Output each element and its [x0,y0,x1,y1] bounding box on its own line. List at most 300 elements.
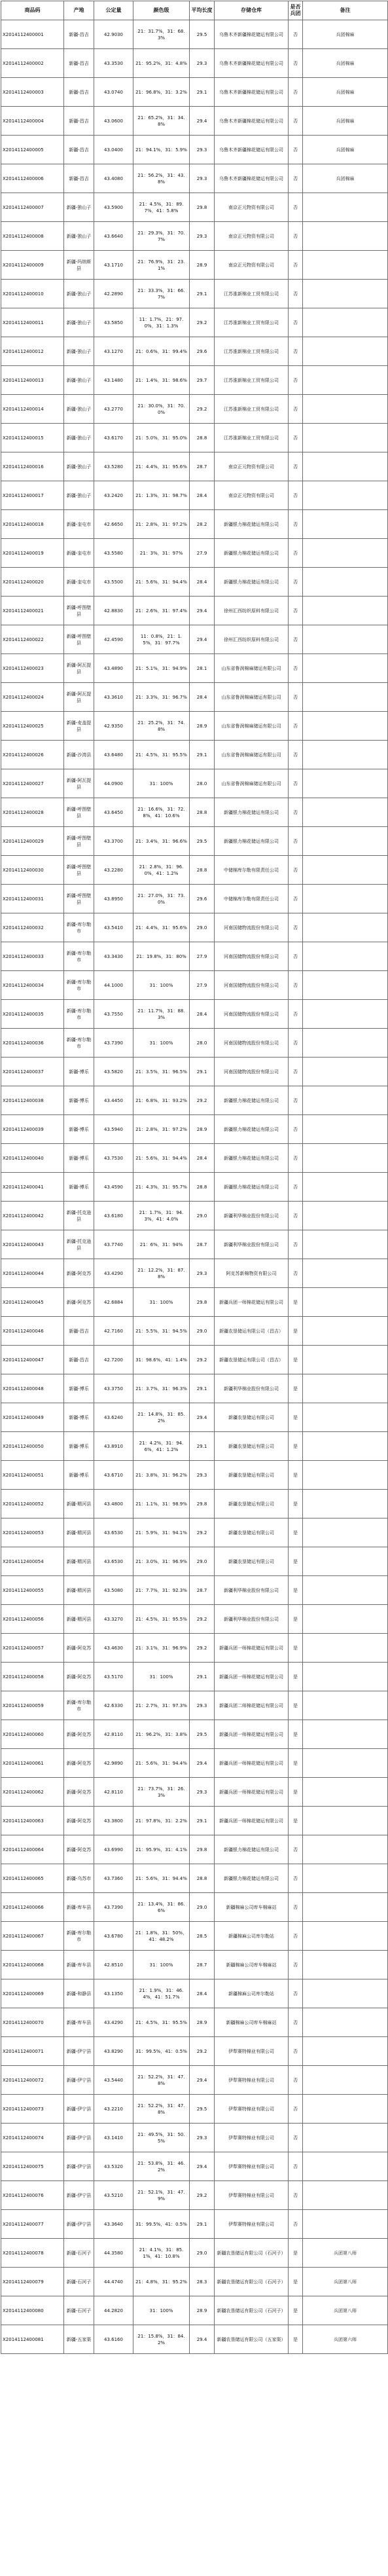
avg-length-cell: 28.8 [190,1173,215,1202]
lot-code-cell: X2014112400017 [1,481,64,510]
color-grade-cell: 21：3.7%，31：96.3% [133,1374,190,1403]
origin-cell: 新疆-伊宁县 [64,2066,94,2095]
warehouse-cell: 新疆农垦储运有限公司 [215,1490,289,1518]
note-cell [303,1346,388,1374]
avg-length-cell: 29.0 [190,2239,215,2268]
weight-cell: 43.6640 [94,222,133,251]
origin-cell: 新疆-库尔勒市 [64,1029,94,1058]
bingtuan-flag-cell: 是 [289,1634,303,1663]
color-grade-cell: 31：100% [133,769,190,798]
origin-cell: 新疆-阿瓦提县 [64,654,94,683]
origin-cell: 新疆-独山子 [64,452,94,481]
avg-length-cell: 29.2 [190,2181,215,2210]
weight-cell: 43.7740 [94,1230,133,1259]
weight-cell: 43.7390 [94,1893,133,1922]
origin-cell: 新疆-博乐 [64,1086,94,1115]
origin-cell: 新疆-库尔勒市 [64,942,94,971]
origin-cell: 新疆-麦盖提县 [64,712,94,741]
warehouse-cell: 新疆银力棉花储运有限公司 [215,510,289,539]
warehouse-cell: 山东省鲁润棉麻储运有限公司 [215,654,289,683]
warehouse-cell: 乌鲁木齐新疆棉花储运有限公司 [215,136,289,164]
origin-cell: 新疆-阿瓦提县 [64,683,94,712]
origin-cell: 新疆-昌吉 [64,78,94,107]
warehouse-cell: 新疆兵团一师棉花储运有限公司 [215,1749,289,1778]
avg-length-cell: 29.5 [190,1720,215,1749]
table-row [1,942,388,971]
bingtuan-flag-cell: 否 [289,625,303,654]
avg-length-cell: 28.8 [190,1864,215,1893]
color-grade-header: 颜色级 [133,1,190,20]
bingtuan-flag-cell: 否 [289,1202,303,1230]
color-grade-cell: 21：5.6%，31：94.4% [133,568,190,597]
color-grade-cell: 21：4.5%，31：95.5% [133,741,190,769]
warehouse-cell: 新疆兵团一师棉花储运有限公司 [215,1288,289,1317]
color-grade-cell: 21：3.0%，31：96.9% [133,1547,190,1576]
lot-code-cell: X2014112400056 [1,1605,64,1634]
lot-code-cell: X2014112400042 [1,1202,64,1230]
table-row [1,1691,388,1720]
bingtuan-flag-cell: 否 [289,741,303,769]
note-cell [303,683,388,712]
avg-length-cell: 29.1 [190,1432,215,1461]
weight-cell: 42.6330 [94,1691,133,1720]
color-grade-cell: 21：5.9%，31：94.1% [133,1518,190,1547]
note-cell [303,1490,388,1518]
warehouse-cell: 江苏淮新棉业工贸有限公司 [215,337,289,366]
color-grade-cell: 21：65.2%，31：34.8% [133,107,190,136]
note-cell [303,1922,388,1951]
weight-cell: 43.5940 [94,1115,133,1144]
color-grade-cell: 21：19.8%，31：80% [133,942,190,971]
weight-cell: 42.7160 [94,1317,133,1346]
color-grade-cell: 21：7.7%，31：92.3% [133,1576,190,1605]
avg-length-cell: 29.6 [190,885,215,913]
origin-cell: 新疆-独山子 [64,280,94,308]
origin-cell: 新疆-沙湾县 [64,741,94,769]
color-grade-cell: 21：95.2%，31：4.8% [133,49,190,78]
weight-cell: 42.8510 [94,1951,133,1979]
table-row [1,1173,388,1202]
warehouse-cell: 新疆银力棉花储运有限公司 [215,1173,289,1202]
bingtuan-flag-cell: 是 [289,2296,303,2325]
note-cell [303,1518,388,1547]
note-cell: 兵团第八师 [303,2268,388,2296]
color-grade-cell: 21：4.5%，31：95.5% [133,1605,190,1634]
lot-code-cell: X2014112400057 [1,1634,64,1663]
weight-cell: 44.4740 [94,2268,133,2296]
color-grade-cell: 21：27.0%，31：73.0% [133,885,190,913]
note-cell [303,1807,388,1835]
lot-code-cell: X2014112400008 [1,222,64,251]
note-cell [303,1951,388,1979]
warehouse-cell: 南京正元物资有限公司 [215,222,289,251]
lot-code-cell: X2014112400062 [1,1778,64,1807]
warehouse-cell: 新疆利华棉业股份有限公司 [215,1230,289,1259]
lot-code-cell: X2014112400028 [1,798,64,827]
color-grade-cell: 21：15.8%，31：84.2% [133,2325,190,2354]
table-row [1,2210,388,2239]
color-grade-cell: 31：100% [133,1951,190,1979]
avg-length-cell: 29.8 [190,1490,215,1518]
table-row [1,539,388,568]
weight-cell: 43.6530 [94,1547,133,1576]
table-row [1,510,388,539]
lot-code-cell: X2014112400025 [1,712,64,741]
note-cell [303,1230,388,1259]
lot-code-cell: X2014112400058 [1,1663,64,1691]
color-grade-cell: 21：1.1%，31：98.9% [133,1490,190,1518]
color-grade-cell: 21：96.2%，31：3.8% [133,1720,190,1749]
avg-length-cell: 29.1 [190,2210,215,2239]
color-grade-cell: 21：97.8%，31：2.2% [133,1807,190,1835]
lot-code-cell: X2014112400001 [1,20,64,49]
lot-code-cell: X2014112400034 [1,971,64,1000]
bingtuan-flag-cell: 否 [289,424,303,452]
origin-cell: 新疆-阿克苏 [64,1259,94,1288]
weight-cell: 43.4290 [94,2008,133,2037]
table-row [1,1720,388,1749]
bingtuan-flag-cell: 否 [289,337,303,366]
weight-cell: 43.6780 [94,1922,133,1951]
note-cell [303,481,388,510]
warehouse-cell: 新疆棉麻公司库尔勒站 [215,1979,289,2008]
warehouse-header: 存储仓库 [215,1,289,20]
lot-code-cell: X2014112400059 [1,1691,64,1720]
avg-length-cell: 29.2 [190,1634,215,1663]
table-body [1,20,388,2354]
color-grade-cell: 21：49.5%，31：50.5% [133,2124,190,2152]
avg-length-cell: 29.4 [190,2325,215,2354]
lot-code-cell: X2014112400018 [1,510,64,539]
warehouse-cell: 阿克苏新棉物资有限公司 [215,1259,289,1288]
note-cell [303,1288,388,1317]
color-grade-cell: 21：5.5%，31：94.5% [133,1317,190,1346]
origin-cell: 新疆-呼图壁县 [64,798,94,827]
origin-cell: 新疆-独山子 [64,366,94,395]
weight-cell: 43.2770 [94,395,133,424]
color-grade-cell: 31：100% [133,971,190,1000]
color-grade-cell: 21：2.8%，31：97.2% [133,1115,190,1144]
weight-cell: 43.1350 [94,1979,133,2008]
origin-cell: 新疆-阿克苏 [64,1288,94,1317]
origin-cell: 新疆-昌吉 [64,136,94,164]
color-grade-cell: 21：76.9%，31：23.1% [133,251,190,280]
bingtuan-flag-cell: 否 [289,49,303,78]
warehouse-cell: 江苏淮新棉业工贸有限公司 [215,395,289,424]
color-grade-cell: 21：2.7%，31：97.3% [133,1691,190,1720]
table-row [1,366,388,395]
bingtuan-flag-cell: 否 [289,510,303,539]
origin-cell: 新疆-伊宁县 [64,2181,94,2210]
lot-code-cell: X2014112400031 [1,885,64,913]
warehouse-cell: 乌鲁木齐新疆棉花储运有限公司 [215,164,289,193]
note-cell [303,2066,388,2095]
note-cell [303,597,388,625]
color-grade-cell: 21：4.4%，31：95.6% [133,452,190,481]
table-row [1,1374,388,1403]
weight-cell: 42.9350 [94,712,133,741]
origin-cell: 新疆-伊宁县 [64,2124,94,2152]
color-grade-cell: 21：4.2%，31：94.6%，41：1.2% [133,1432,190,1461]
warehouse-cell: 新疆利华棉业股份有限公司 [215,1605,289,1634]
origin-cell: 新疆-伊宁县 [64,2037,94,2066]
warehouse-cell: 乌鲁木齐新疆棉花储运有限公司 [215,20,289,49]
lot-code-cell: X2014112400079 [1,2268,64,2296]
table-row [1,136,388,164]
warehouse-cell: 新疆农垦储运有限公司 [215,1403,289,1432]
color-grade-cell: 21：6%，31：94% [133,1230,190,1259]
note-cell [303,1432,388,1461]
avg-length-cell: 29.3 [190,136,215,164]
note-cell: 兵团棉麻 [303,49,388,78]
table-row [1,251,388,280]
bingtuan-flag-cell: 否 [289,654,303,683]
weight-cell: 42.2890 [94,280,133,308]
color-grade-cell: 11：0.8%，21：1.5%，31：97.7% [133,625,190,654]
avg-length-cell: 29.0 [190,913,215,942]
table-row [1,1864,388,1893]
color-grade-cell: 21：2.8%，31：97.2% [133,510,190,539]
color-grade-cell: 21：6.8%，31：93.2% [133,1086,190,1115]
avg-length-cell: 29.5 [190,827,215,856]
lot-code-cell: X2014112400067 [1,1922,64,1951]
color-grade-cell: 21：4.1%，31：85.1%，41：10.8% [133,2239,190,2268]
table-row [1,1576,388,1605]
weight-cell: 43.3800 [94,1807,133,1835]
weight-cell: 43.6160 [94,2325,133,2354]
avg-length-cell: 29.0 [190,1893,215,1922]
weight-cell: 43.5900 [94,193,133,222]
weight-cell: 43.2210 [94,2095,133,2124]
table-row [1,1807,388,1835]
avg-length-cell: 28.7 [190,1576,215,1605]
weight-cell: 43.8910 [94,1432,133,1461]
avg-length-cell: 29.6 [190,337,215,366]
weight-cell: 43.5210 [94,2181,133,2210]
lot-code-cell: X2014112400003 [1,78,64,107]
table-row [1,741,388,769]
bingtuan-flag-cell: 否 [289,798,303,827]
weight-cell: 43.5410 [94,913,133,942]
color-grade-cell: 31：100% [133,1288,190,1317]
note-cell [303,1691,388,1720]
origin-cell: 新疆-阿克苏 [64,1749,94,1778]
warehouse-cell: 新疆利华棉业股份有限公司 [215,1202,289,1230]
avg-length-cell: 29.4 [190,597,215,625]
lot-code-cell: X2014112400012 [1,337,64,366]
bingtuan-flag-cell: 否 [289,395,303,424]
note-cell: 兵团第八师 [303,2239,388,2268]
origin-cell: 新疆-玛纳斯县 [64,251,94,280]
origin-cell: 新疆-呼图壁县 [64,856,94,885]
note-cell [303,942,388,971]
note-cell [303,1461,388,1490]
origin-cell: 新疆-库尔勒市 [64,1000,94,1029]
table-row [1,769,388,798]
table-row [1,2152,388,2181]
bingtuan-flag-cell: 否 [289,2210,303,2239]
avg-length-cell: 27.9 [190,971,215,1000]
color-grade-cell: 11：1.7%，21：97.0%，31：1.3% [133,308,190,337]
table-row [1,597,388,625]
weight-cell: 43.6240 [94,1403,133,1432]
table-row [1,337,388,366]
avg-length-cell: 29.3 [190,1691,215,1720]
color-grade-cell: 21：31.7%，31：68.3% [133,20,190,49]
weight-cell: 43.4450 [94,1086,133,1115]
note-cell [303,1029,388,1058]
weight-cell: 42.6650 [94,510,133,539]
table-row [1,568,388,597]
origin-cell: 新疆-博乐 [64,1461,94,1490]
warehouse-cell: 山东省鲁润棉麻储运有限公司 [215,741,289,769]
weight-cell: 42.9890 [94,1749,133,1778]
color-grade-cell: 21：5.6%，31：94.4% [133,1749,190,1778]
weight-cell: 43.4800 [94,1490,133,1518]
table-row [1,2008,388,2037]
avg-length-cell: 29.2 [190,1605,215,1634]
origin-cell: 新疆-博乐 [64,1374,94,1403]
note-cell [303,1403,388,1432]
note-cell [303,1173,388,1202]
note-cell [303,856,388,885]
warehouse-cell: 山东省鲁润棉麻储运有限公司 [215,712,289,741]
warehouse-cell: 伊犁赛特棉业有限公司 [215,2210,289,2239]
weight-cell: 42.6884 [94,1288,133,1317]
origin-cell: 新疆-独山子 [64,193,94,222]
weight-cell: 43.4080 [94,164,133,193]
note-cell [303,885,388,913]
warehouse-cell: 新疆棉麻公司库尔勒站 [215,1922,289,1951]
avg-length-cell: 29.1 [190,78,215,107]
lot-code-cell: X2014112400036 [1,1029,64,1058]
bingtuan-flag-cell: 否 [289,2037,303,2066]
lot-code-cell: X2014112400051 [1,1461,64,1490]
color-grade-cell: 31：98.6%，41：1.4% [133,1346,190,1374]
warehouse-cell: 中储棉库尔勒有限责任公司 [215,856,289,885]
note-cell [303,625,388,654]
avg-length-cell: 29.8 [190,1835,215,1864]
bingtuan-flag-cell: 否 [289,2095,303,2124]
lot-code-cell: X2014112400076 [1,2181,64,2210]
warehouse-cell: 新疆银力棉花储运有限公司 [215,827,289,856]
avg-length-cell: 29.3 [190,222,215,251]
weight-cell: 44.0900 [94,769,133,798]
bingtuan-flag-cell: 否 [289,1893,303,1922]
bingtuan-flag-cell: 是 [289,1518,303,1547]
bingtuan-flag-cell: 否 [289,683,303,712]
bingtuan-flag-cell: 否 [289,136,303,164]
lot-code-cell: X2014112400010 [1,280,64,308]
lot-code-cell: X2014112400024 [1,683,64,712]
weight-cell: 42.8110 [94,1720,133,1749]
avg-length-cell: 28.9 [190,1115,215,1144]
color-grade-cell: 21：4.5%，31：89.7%，41：5.8% [133,193,190,222]
color-grade-cell: 31：100% [133,2296,190,2325]
note-cell [303,424,388,452]
weight-cell: 43.4630 [94,1634,133,1663]
warehouse-cell: 新疆银力棉花储运有限公司 [215,539,289,568]
bingtuan-flag-cell: 是 [289,1346,303,1374]
lot-code-cell: X2014112400043 [1,1230,64,1259]
warehouse-cell: 江苏淮新棉业工贸有限公司 [215,366,289,395]
color-grade-cell: 21：2.8%，31：96.0%，41：1.2% [133,856,190,885]
avg-length-cell: 28.3 [190,2268,215,2296]
note-cell [303,1547,388,1576]
color-grade-cell: 21：94.1%，31：5.9% [133,136,190,164]
table-row [1,913,388,942]
table-row [1,654,388,683]
avg-length-cell: 29.3 [190,2124,215,2152]
weight-cell: 43.7360 [94,1864,133,1893]
table-row [1,1518,388,1547]
bingtuan-flag-cell: 否 [289,1951,303,1979]
avg-length-cell: 28.9 [190,2296,215,2325]
table-row [1,1086,388,1115]
table-row [1,2239,388,2268]
warehouse-cell: 伊犁赛特棉业有限公司 [215,2181,289,2210]
weight-cell: 43.5440 [94,2066,133,2095]
weight-cell: 44.2820 [94,2296,133,2325]
origin-cell: 新疆-昌吉 [64,1317,94,1346]
lot-code-cell: X2014112400002 [1,49,64,78]
warehouse-cell: 新疆兵团一师棉花储运有限公司 [215,1778,289,1807]
origin-cell: 新疆-博乐 [64,1144,94,1173]
origin-cell: 新疆-独山子 [64,308,94,337]
origin-cell: 新疆-库尔勒市 [64,1691,94,1720]
table-row [1,1432,388,1461]
warehouse-cell: 新疆兵团一师棉花储运有限公司 [215,1663,289,1691]
bingtuan-flag-cell: 是 [289,1691,303,1720]
weight-cell: 43.1270 [94,337,133,366]
table-row [1,1979,388,2008]
bingtuan-flag-cell: 是 [289,1403,303,1432]
lot-code-cell: X2014112400055 [1,1576,64,1605]
table-row [1,1144,388,1173]
warehouse-cell: 伊犁赛特棉业有限公司 [215,2037,289,2066]
bingtuan-flag-cell: 否 [289,2152,303,2181]
warehouse-cell: 河南国储物流股份有限公司 [215,1058,289,1086]
warehouse-cell: 新疆利华棉业股份有限公司 [215,1374,289,1403]
warehouse-cell: 新疆棉麻公司库车棉麻站 [215,1893,289,1922]
origin-cell: 新疆-精河县 [64,1490,94,1518]
weight-cell: 43.5850 [94,308,133,337]
warehouse-cell: 新疆农垦储运有限公司（昌吉） [215,1317,289,1346]
note-cell [303,2124,388,2152]
lot-code-cell: X2014112400046 [1,1317,64,1346]
bingtuan-flag-cell: 是 [289,1374,303,1403]
bingtuan-flag-cell: 是 [289,1461,303,1490]
color-grade-cell: 21：4.8%，31：95.2% [133,2268,190,2296]
color-grade-cell: 21：14.8%，31：85.2% [133,1403,190,1432]
warehouse-cell: 南京正元物资有限公司 [215,193,289,222]
origin-cell: 新疆-昌吉 [64,164,94,193]
table-row [1,1288,388,1317]
warehouse-cell: 乌鲁木齐新疆棉花储运有限公司 [215,107,289,136]
table-row [1,1547,388,1576]
origin-cell: 新疆-库车县 [64,2008,94,2037]
color-grade-cell: 21：2.6%，31：97.4% [133,597,190,625]
warehouse-cell: 新疆银力棉花储运有限公司 [215,1864,289,1893]
bingtuan-flag-cell: 是 [289,2239,303,2268]
bingtuan-flag-cell: 否 [289,1922,303,1951]
origin-cell: 新疆-阿克苏 [64,1663,94,1691]
avg-length-cell: 28.0 [190,769,215,798]
bingtuan-flag-cell: 否 [289,1173,303,1202]
avg-length-cell: 29.4 [190,1403,215,1432]
weight-cell: 42.4590 [94,625,133,654]
weight-cell: 43.5280 [94,452,133,481]
